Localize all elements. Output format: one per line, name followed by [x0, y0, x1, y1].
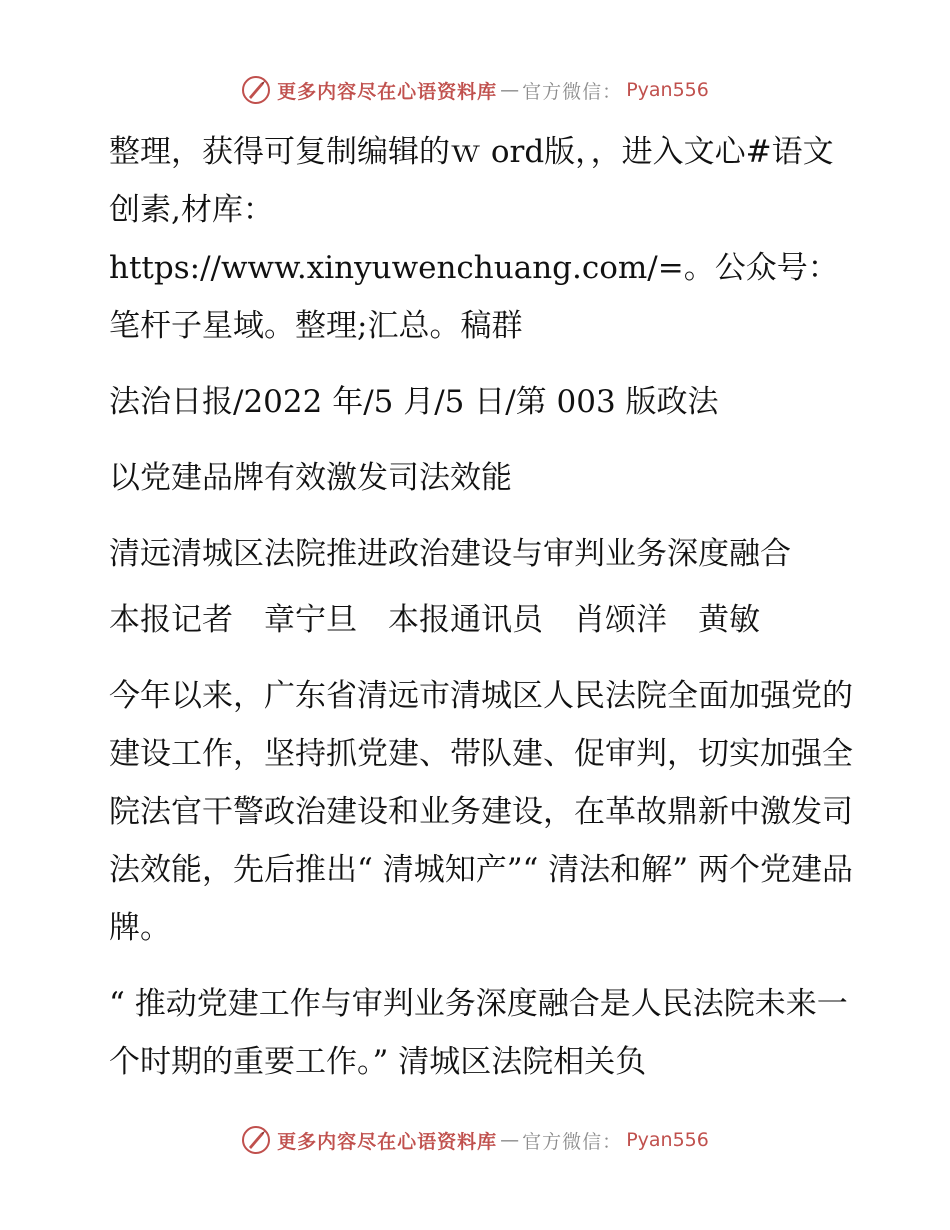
paragraph-source: 法治日报/2022 年/5 月/5 日/第 003 版政法: [109, 384, 719, 420]
wechat-id: Pyan556: [626, 1129, 709, 1151]
document-body: [97, 123, 857, 1109]
footer-watermark-banner: [0, 1120, 950, 1160]
paragraph-body-1: 今年以来，广东省清远市清城区人民法院全面加强党的建设工作，坚持抓党建、带队建、促审判，切实加强全院法官干警政治建设和业务建设，在革故鼎新中激发司法效能，先后推出“ 清城知产”“ 清法和解” 两个党建品牌。: [109, 678, 853, 946]
quill-logo-icon: [241, 75, 271, 105]
banner-text: 更多内容尽在心语资料库: [277, 1130, 498, 1153]
article-subtitle: 清远清城区法院推进政治建设与审判业务深度融合: [109, 536, 791, 572]
wechat-label: 官方微信：: [522, 80, 623, 103]
quill-logo-icon: [241, 1125, 271, 1155]
paragraph-body-2: “ 推动党建工作与审判业务深度融合是人民法院未来一个时期的重要工作。” 清城区法院相关负: [109, 986, 848, 1080]
banner-separator: —: [500, 79, 520, 101]
wechat-id: Pyan556: [626, 79, 709, 101]
wechat-label: 官方微信：: [522, 1130, 623, 1153]
banner-separator: —: [500, 1129, 520, 1151]
header-watermark-banner: [0, 70, 950, 110]
banner-text: 更多内容尽在心语资料库: [277, 80, 498, 103]
article-byline: 本报记者 章宁旦 本报通讯员 肖颂洋 黄敏: [109, 602, 760, 638]
article-title: 以党建品牌有效激发司法效能: [109, 460, 512, 496]
paragraph-promo: 整理，获得可复制编辑的ｗ ord版，，进入文心#语文创素,材库：https://www.xinyuwenchuang.com/=。公众号：笔杆子星域。整理;汇总。稿群: [109, 134, 839, 344]
